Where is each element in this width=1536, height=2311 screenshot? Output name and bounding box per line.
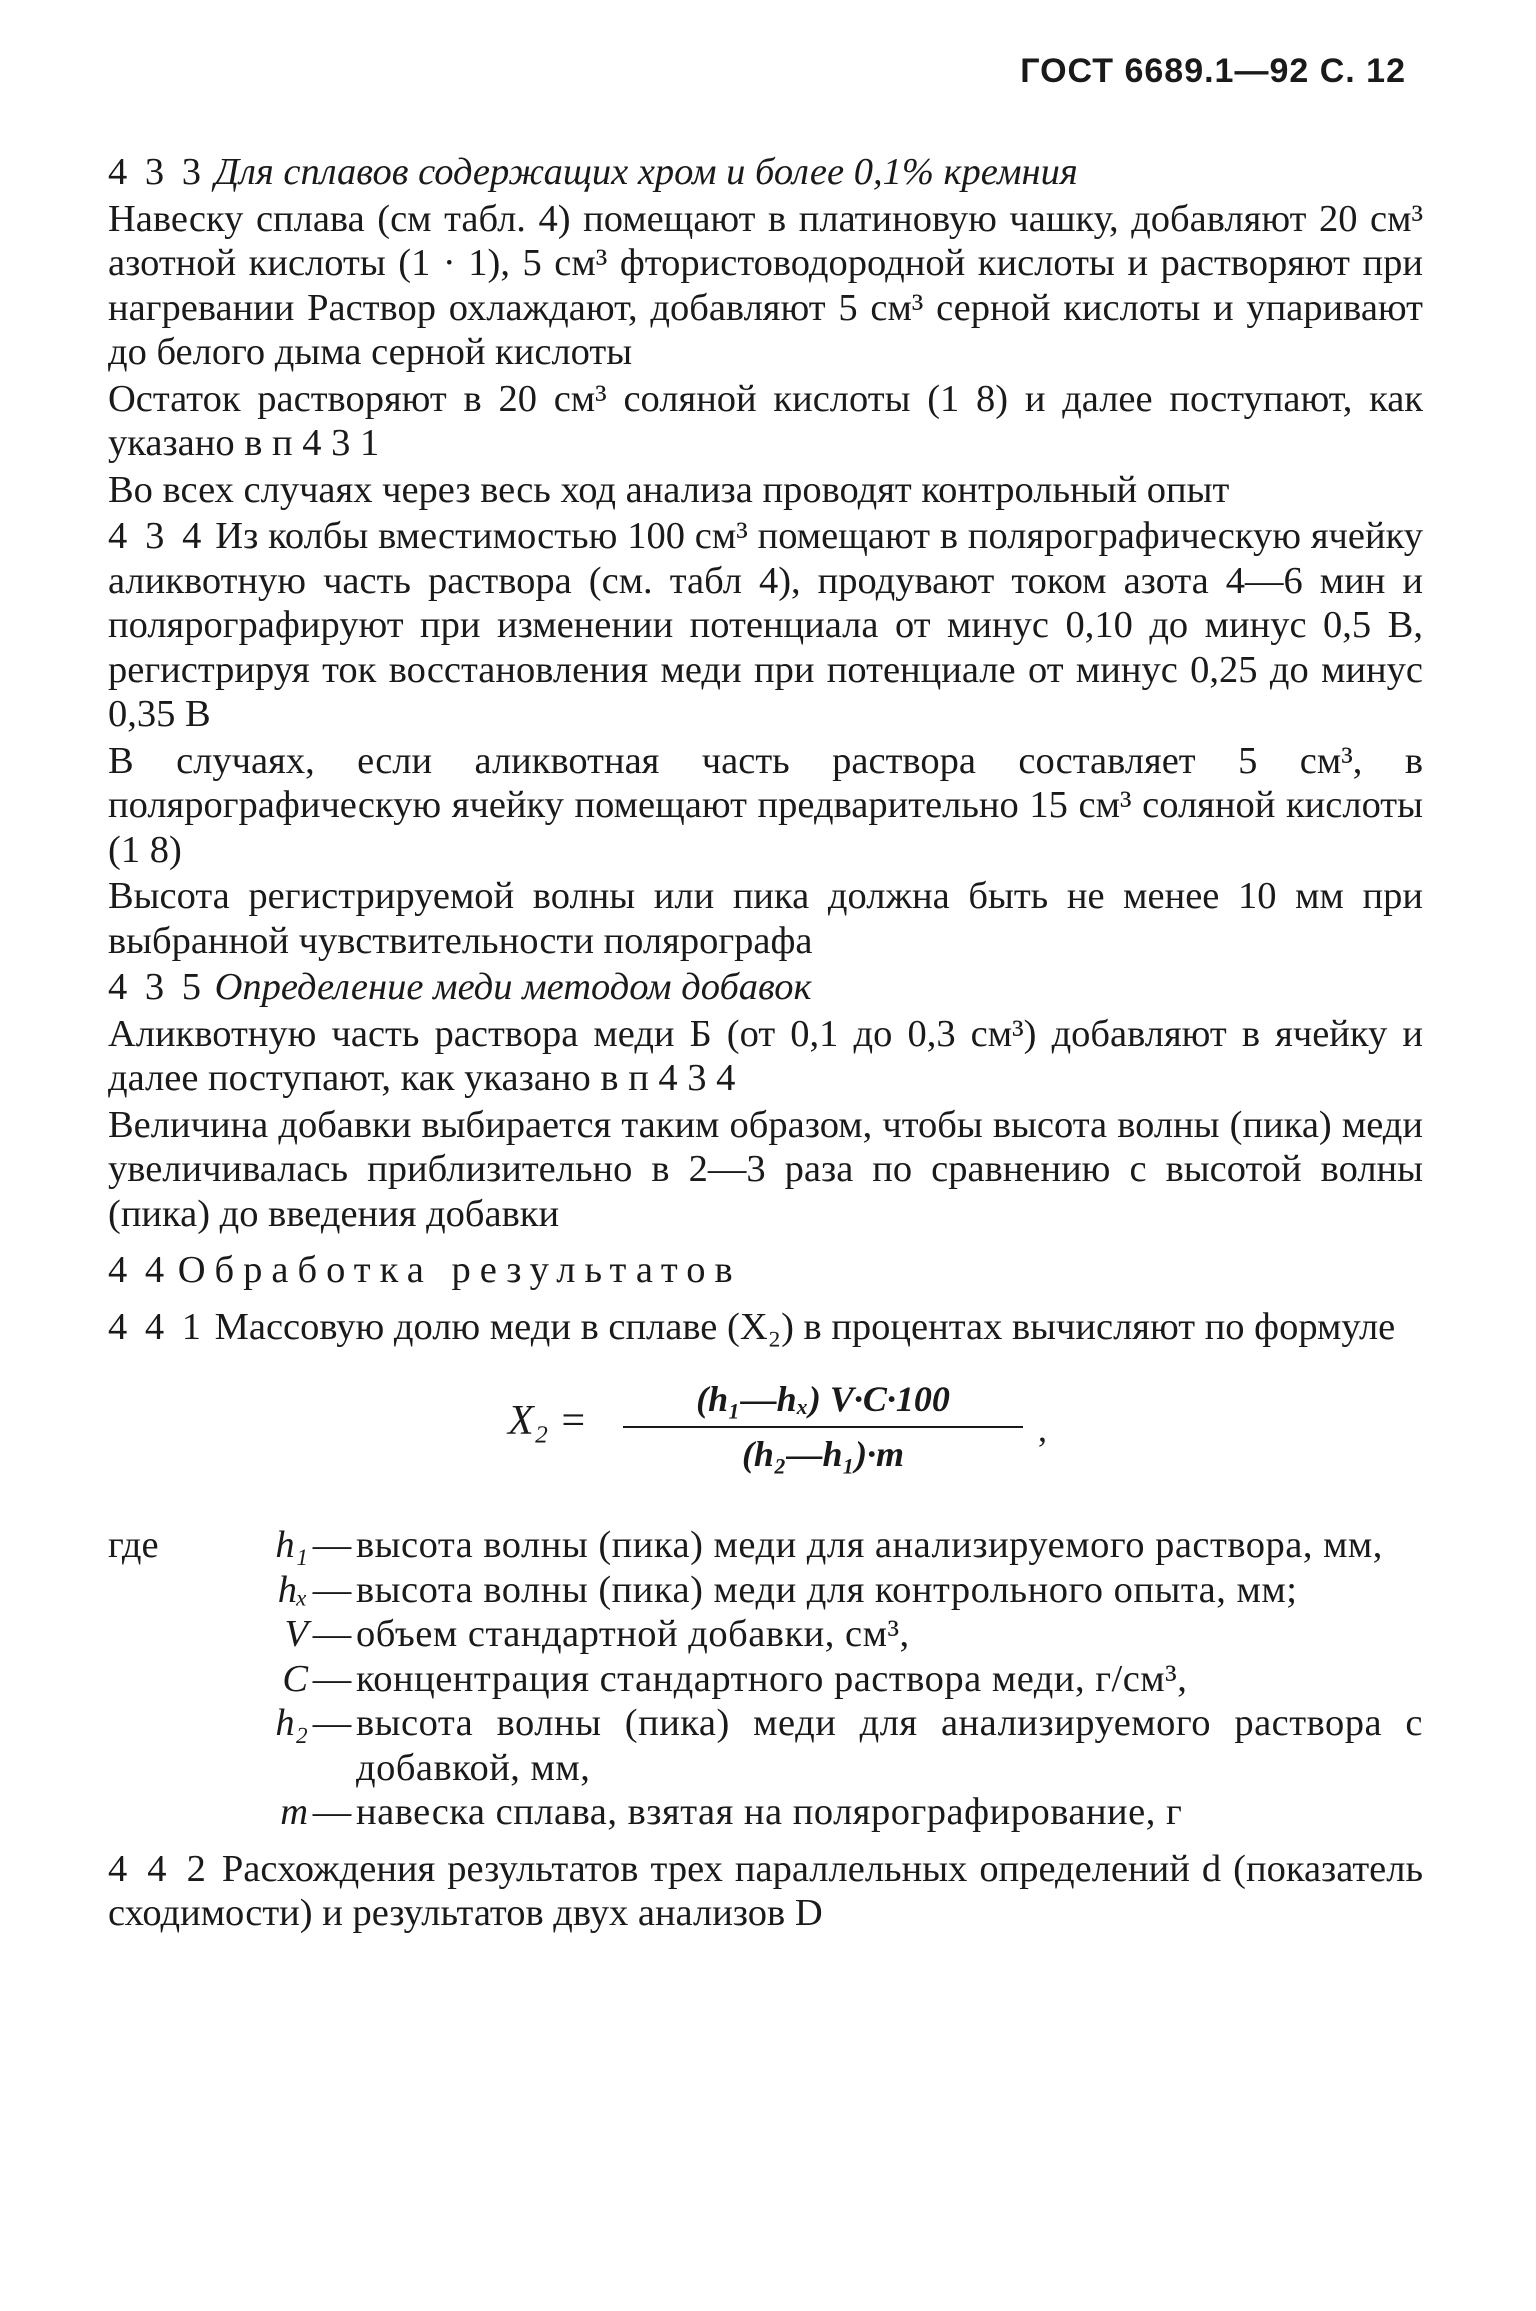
definition-item [108, 1523, 1423, 1568]
section-441-paragraph [108, 1305, 1423, 1350]
definition-symbol: h₂ [275, 1702, 308, 1744]
section-number: 4 4 1 [108, 1305, 205, 1348]
definition-text: высота волны (пика) меди для анализируемого раствора с добавкой, мм, [356, 1702, 1423, 1789]
definition-dash: — [312, 1702, 352, 1744]
section-title: Определение меди методом добавок [214, 966, 812, 1008]
definition-dash: — [312, 1524, 352, 1566]
definition-item [108, 1790, 1423, 1835]
paragraph-text: Расхождения результатов трех параллельных определений d (показатель сходимости) и результатов двух анализов D [108, 1847, 1424, 1934]
paragraph: Во всех случаях через весь ход анализа проводят контрольный опыт [108, 468, 1230, 511]
section-number: 4 3 5 [108, 966, 205, 1008]
definitions-list [108, 1523, 1423, 1835]
section-title: Обработка результатов [177, 1249, 742, 1291]
definition-text: высота волны (пика) меди для контрольного опыта, мм; [356, 1568, 1298, 1611]
definition-item [108, 1568, 1423, 1613]
paragraph: Остаток растворяют в 20 см³ соляной кислоты (1 8) и далее поступают, как указано в п 4 3 1 [108, 377, 1423, 464]
section-number: 4 4 2 [108, 1847, 210, 1890]
paragraph-text: Из колбы вместимостью 100 см³ помещают в полярографическую ячейку аликвотную часть раствора (см. табл 4), продувают током азота 4—6 мин и полярографируют при изменении потенциала от минус 0,10 до минус 0,5 В, регистрируя ток восстановления меди при потенциале от минус 0,25 до минус 0,35 В [108, 515, 1424, 735]
definition-item [108, 1657, 1423, 1702]
section-number: 4 4 [108, 1249, 169, 1291]
definition-dash: — [312, 1791, 352, 1833]
formula [108, 1377, 1423, 1497]
formula-numerator: (h₁—hₓ) V·C·100 [696, 1379, 950, 1419]
paragraph-text: Массовую долю меди в сплаве (X₂) в процентах вычисляют по формуле [214, 1305, 1396, 1348]
formula-trail: , [1038, 1409, 1047, 1449]
definition-dash: — [312, 1568, 352, 1611]
section-title: Для сплавов содержащих хром и более 0,1% кремния [214, 151, 1078, 193]
formula-lhs: X₂ = [508, 1398, 588, 1444]
definition-symbol: m [280, 1791, 308, 1833]
document-body [108, 150, 1423, 1938]
where-label: где [108, 1524, 159, 1566]
paragraph: В случаях, если аликвотная часть раствора составляет 5 см³, в полярографическую ячейку помещают предварительно 15 см³ соляной кислоты (1 8) [108, 739, 1423, 871]
definition-text: объем стандартной добавки, см³, [356, 1613, 910, 1655]
definition-symbol: V [284, 1613, 308, 1655]
section-433-heading [108, 150, 1423, 195]
section-434-paragraph [108, 514, 1423, 737]
section-435-heading [108, 965, 1423, 1010]
definition-dash: — [312, 1657, 352, 1700]
formula-fraction [613, 1377, 1033, 1476]
definition-item [108, 1701, 1423, 1790]
paragraph: Высота регистрируемой волны или пика должна быть не менее 10 мм при выбранной чувствительности полярографа [108, 875, 1423, 962]
page-header: ГОСТ 6689.1—92 С. 12 [1020, 52, 1406, 90]
section-44-heading [108, 1248, 1423, 1293]
definition-item [108, 1612, 1423, 1657]
section-number: 4 3 3 [108, 151, 205, 193]
definition-text: навеска сплава, взятая на полярографирование, г [356, 1791, 1183, 1833]
section-number: 4 3 4 [108, 515, 206, 557]
formula-denominator: (h₂—h₁)·m [741, 1433, 905, 1474]
definition-text: концентрация стандартного раствора меди, г/см³, [356, 1657, 1188, 1700]
definition-text: высота волны (пика) меди для анализируемого раствора, мм, [356, 1524, 1383, 1566]
definition-symbol: C [282, 1657, 308, 1700]
section-442-paragraph [108, 1847, 1423, 1936]
definition-symbol: h₁ [275, 1524, 308, 1566]
definition-dash: — [312, 1613, 352, 1655]
definition-symbol: hₓ [277, 1568, 308, 1611]
paragraph: Величина добавки выбирается таким образом, чтобы высота волны (пика) меди увеличивалась приблизительно в 2—3 раза по сравнению с высотой волны (пика) до введения добавки [108, 1103, 1423, 1235]
paragraph: Навеску сплава (см табл. 4) помещают в платиновую чашку, добавляют 20 см³ азотной кислоты (1 · 1), 5 см³ фтористоводородной кислоты и растворяют при нагревании Раствор охлаждают, добавляют 5 см³ серной кислоты и упаривают до белого дыма серной кислоты [108, 197, 1423, 373]
paragraph: Аликвотную часть раствора меди Б (от 0,1 до 0,3 см³) добавляют в ячейку и далее поступают, как указано в п 4 3 4 [108, 1012, 1423, 1099]
